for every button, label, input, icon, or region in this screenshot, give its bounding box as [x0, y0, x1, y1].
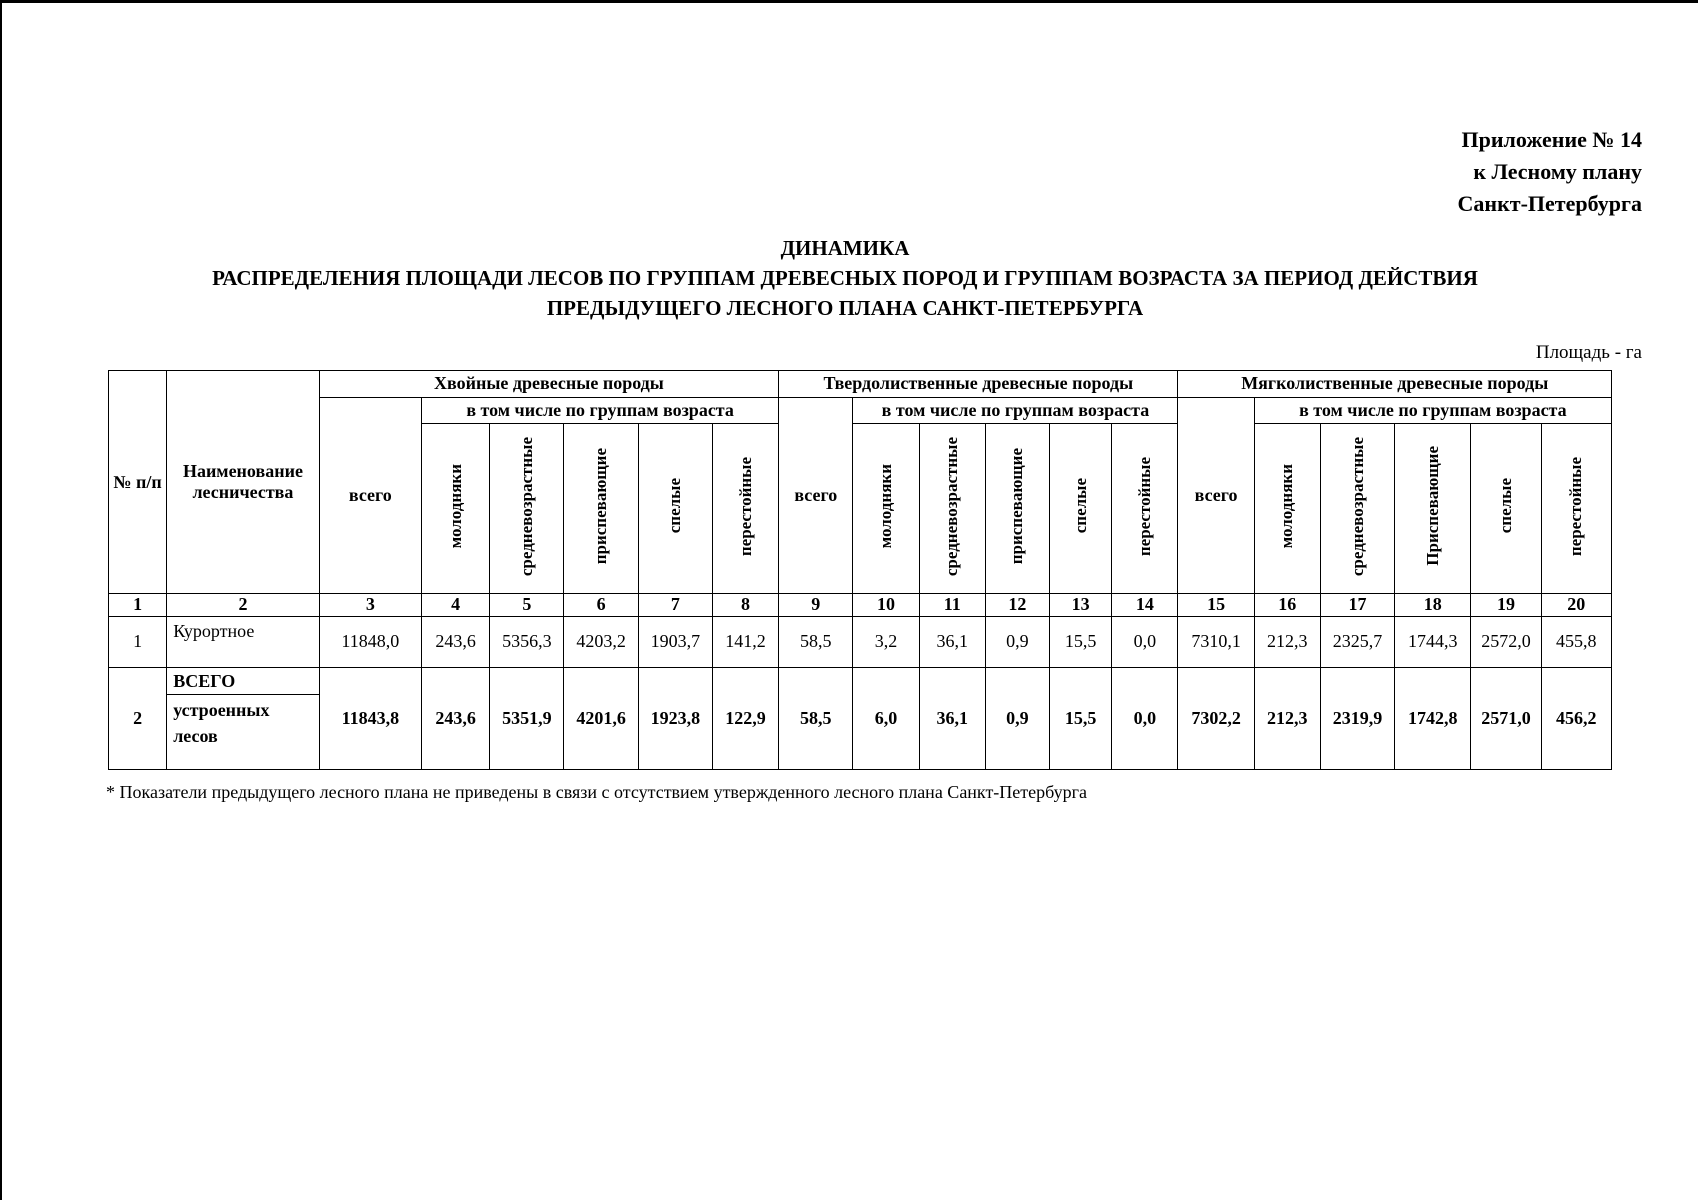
col-number: 10 — [853, 594, 919, 617]
cell: 1742,8 — [1395, 667, 1471, 769]
cell: 455,8 — [1541, 616, 1611, 667]
header-group-conifer: Хвойные древесные породы — [319, 371, 778, 398]
row-name-total-top: ВСЕГО — [167, 668, 319, 695]
header-name: Наименование лесничества — [167, 371, 320, 594]
page-border-top — [0, 0, 1698, 3]
cell: 11843,8 — [319, 667, 421, 769]
header-age: средневозрастные — [1320, 424, 1394, 594]
appendix-note — [1458, 124, 1642, 220]
cell: 4201,6 — [564, 667, 638, 769]
cell: 36,1 — [919, 616, 985, 667]
cell: 243,6 — [422, 616, 490, 667]
cell: 212,3 — [1254, 667, 1320, 769]
cell: 58,5 — [779, 616, 853, 667]
cell: 243,6 — [422, 667, 490, 769]
cell: 7302,2 — [1178, 667, 1254, 769]
table-row — [109, 616, 1612, 667]
column-number-row — [109, 594, 1612, 617]
header-subgroup: в том числе по группам возраста — [1254, 397, 1611, 424]
cell: 4203,2 — [564, 616, 638, 667]
header-age: средневозрастные — [490, 424, 564, 594]
cell: 5351,9 — [490, 667, 564, 769]
header-age: молодняки — [1254, 424, 1320, 594]
page-border-left — [0, 0, 2, 1200]
header-age: перестойные — [1112, 424, 1178, 594]
col-number: 19 — [1471, 594, 1541, 617]
header-age: Приспевающие — [1395, 424, 1471, 594]
col-number: 9 — [779, 594, 853, 617]
header-total: всего — [1178, 397, 1254, 593]
header-age: средневозрастные — [919, 424, 985, 594]
col-number: 11 — [919, 594, 985, 617]
cell: 141,2 — [712, 616, 778, 667]
col-number: 1 — [109, 594, 167, 617]
footnote: * Показатели предыдущего лесного плана не приведены в связи с отсутствием утвержденного лесного плана Санкт-Петербурга — [106, 782, 1087, 802]
header-age: спелые — [1471, 424, 1541, 594]
row-name-total — [167, 667, 320, 769]
col-number: 20 — [1541, 594, 1611, 617]
appendix-line-1: Приложение № 14 — [1461, 127, 1642, 152]
cell: 36,1 — [919, 667, 985, 769]
document-title — [100, 233, 1590, 323]
header-subgroup: в том числе по группам возраста — [422, 397, 779, 424]
header-num: № п/п — [109, 371, 167, 594]
title-line-3: ПРЕДЫДУЩЕГО ЛЕСНОГО ПЛАНА САНКТ-ПЕТЕРБУРГА — [546, 296, 1144, 320]
header-age: перестойные — [712, 424, 778, 594]
header-total: всего — [779, 397, 853, 593]
cell: 1903,7 — [638, 616, 712, 667]
row-num: 2 — [109, 667, 167, 769]
cell: 456,2 — [1541, 667, 1611, 769]
row-name: Курортное — [167, 616, 320, 667]
cell: 2325,7 — [1320, 616, 1394, 667]
appendix-line-2: к Лесному плану — [1473, 159, 1642, 184]
header-age: спелые — [638, 424, 712, 594]
col-number: 13 — [1050, 594, 1112, 617]
header-group-hardwood: Твердолиственные древесные породы — [779, 371, 1178, 398]
cell: 6,0 — [853, 667, 919, 769]
header-age: спелые — [1050, 424, 1112, 594]
cell: 11848,0 — [319, 616, 421, 667]
header-age: приспевающие — [564, 424, 638, 594]
cell: 0,9 — [985, 616, 1049, 667]
cell: 212,3 — [1254, 616, 1320, 667]
cell: 58,5 — [779, 667, 853, 769]
units-label: Площадь - га — [1535, 342, 1642, 363]
table-row-total — [109, 667, 1612, 769]
header-group-softwood: Мягколиственные древесные породы — [1178, 371, 1612, 398]
col-number: 17 — [1320, 594, 1394, 617]
cell: 2572,0 — [1471, 616, 1541, 667]
appendix-line-3: Санкт-Петербурга — [1457, 191, 1642, 216]
cell: 1923,8 — [638, 667, 712, 769]
cell: 2571,0 — [1471, 667, 1541, 769]
col-number: 3 — [319, 594, 421, 617]
title-line-1: ДИНАМИКА — [780, 236, 910, 260]
cell: 2319,9 — [1320, 667, 1394, 769]
row-name-total-rest: устроенных лесов — [173, 699, 270, 746]
col-number: 12 — [985, 594, 1049, 617]
col-number: 14 — [1112, 594, 1178, 617]
col-number: 5 — [490, 594, 564, 617]
col-number: 8 — [712, 594, 778, 617]
cell: 1744,3 — [1395, 616, 1471, 667]
cell: 0,9 — [985, 667, 1049, 769]
cell: 7310,1 — [1178, 616, 1254, 667]
col-number: 2 — [167, 594, 320, 617]
cell: 5356,3 — [490, 616, 564, 667]
header-age: молодняки — [853, 424, 919, 594]
header-total: всего — [319, 397, 421, 593]
cell: 0,0 — [1112, 616, 1178, 667]
dynamics-table — [108, 370, 1612, 770]
col-number: 15 — [1178, 594, 1254, 617]
row-num: 1 — [109, 616, 167, 667]
cell: 15,5 — [1050, 616, 1112, 667]
title-line-2: РАСПРЕДЕЛЕНИЯ ПЛОЩАДИ ЛЕСОВ ПО ГРУППАМ ДРЕВЕСНЫХ ПОРОД И ГРУППАМ ВОЗРАСТА ЗА ПЕРИОД ДЕЙСТВИЯ — [212, 266, 1478, 290]
cell: 0,0 — [1112, 667, 1178, 769]
header-age: молодняки — [422, 424, 490, 594]
cell: 15,5 — [1050, 667, 1112, 769]
col-number: 4 — [422, 594, 490, 617]
col-number: 18 — [1395, 594, 1471, 617]
header-subgroup: в том числе по группам возраста — [853, 397, 1178, 424]
cell: 122,9 — [712, 667, 778, 769]
col-number: 6 — [564, 594, 638, 617]
cell: 3,2 — [853, 616, 919, 667]
col-number: 16 — [1254, 594, 1320, 617]
col-number: 7 — [638, 594, 712, 617]
header-age: приспевающие — [985, 424, 1049, 594]
header-age: перестойные — [1541, 424, 1611, 594]
